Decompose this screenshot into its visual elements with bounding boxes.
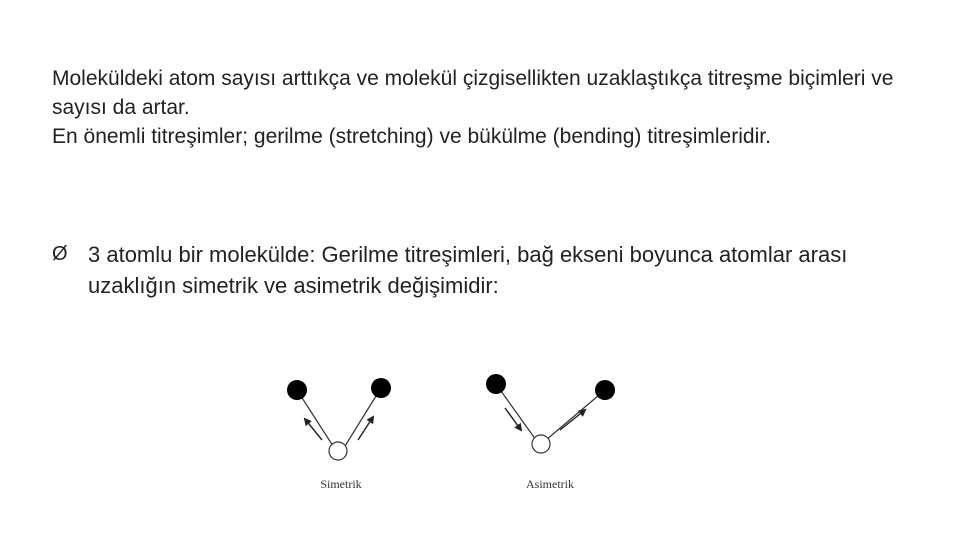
intro-paragraph [52,64,932,151]
outer-atom-left [486,374,506,394]
bond-right [345,388,381,446]
bullet-item [52,239,932,301]
outer-atom-right [371,378,391,398]
arrow-bullet-icon: Ø [52,243,68,265]
central-atom [532,435,550,453]
central-atom [329,442,347,460]
bond-left [496,384,536,440]
symmetric-stretch-diagram [270,360,410,491]
bond-right [546,390,605,440]
intro-line-2: En önemli titreşimler; gerilme (stretching) ve bükülme (bending) titreşimleridir. [52,125,771,148]
outer-atom-left [287,380,307,400]
bullet-text: 3 atomlu bir molekülde: Gerilme titreşimleri, bağ ekseni boyunca atomlar arası uzaklığın simetrik ve asimetrik değişimidir: [88,242,848,298]
arrow-left-outward [305,419,322,440]
intro-line-1: Moleküldeki atom sayısı arttıkça ve molekül çizgisellikten uzaklaştıkça titreşme biçimleri ve sayısı da artar. [52,67,894,119]
asymmetric-caption: Asimetrik [526,477,574,491]
symmetric-molecule-figure [270,360,410,475]
arrow-right-outward [560,410,585,430]
arrow-left-inward [505,408,521,430]
symmetric-caption: Simetrik [320,477,362,491]
asymmetric-stretch-diagram [476,360,616,491]
outer-atom-right [595,380,615,400]
asymmetric-molecule-figure [476,360,616,475]
